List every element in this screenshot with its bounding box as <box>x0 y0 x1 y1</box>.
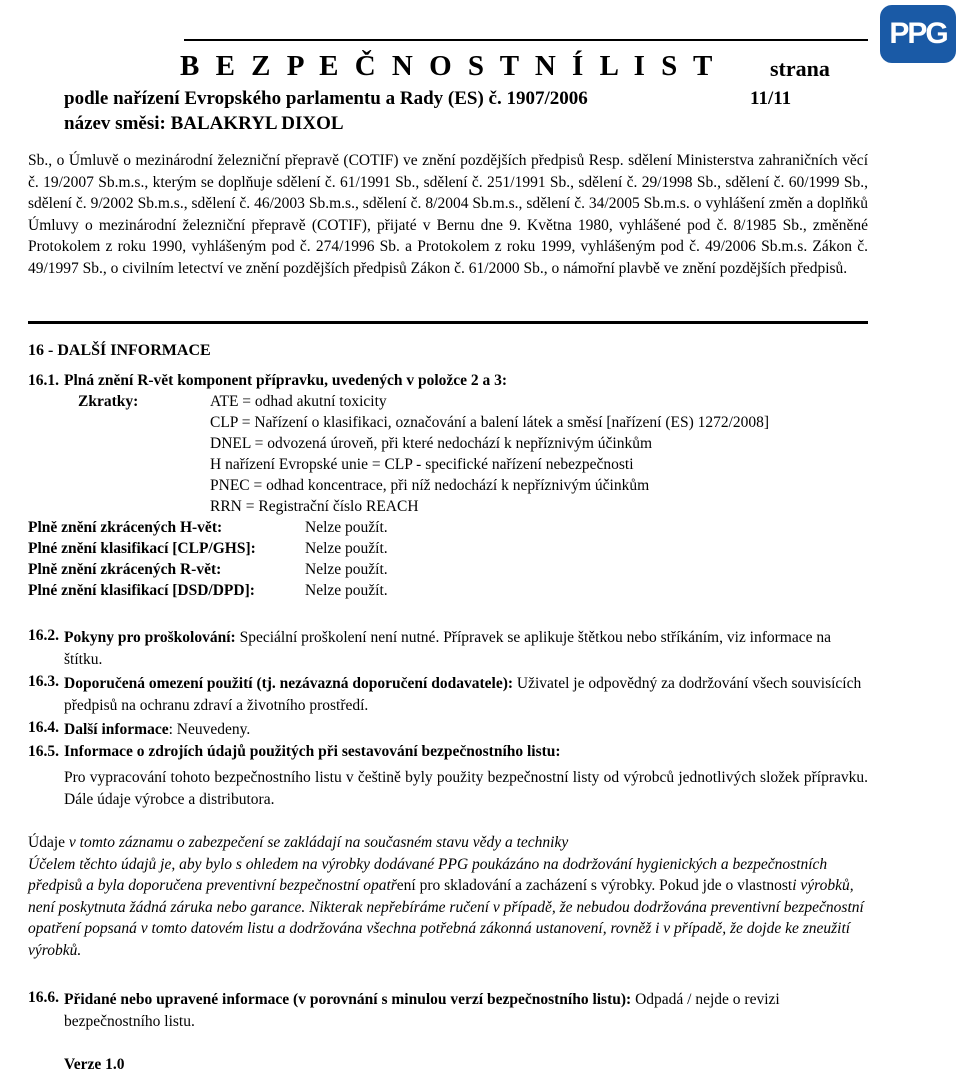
disclaimer <box>28 832 868 961</box>
disclaimer-part: ení pro skladování a zacházení s výrobky. Pokud jde o vlastnost <box>396 877 793 894</box>
section-16-1-number: 16.1. <box>28 372 59 389</box>
section-16-4-text <box>64 719 868 741</box>
section-16-1-heading: Plná znění R-vět komponent přípravku, uvedených v položce 2 a 3: <box>64 372 508 389</box>
full-text-value: Nelze použít. <box>305 561 388 578</box>
full-text-label: Plně znění zkrácených H-vět: <box>28 519 223 536</box>
page-label: strana <box>770 56 830 81</box>
section-16-5-body: Pro vypracování tohoto bezpečnostního listu v češtině byly použity bezpečnostní listy od výrobců jednotlivých složek přípravku. Dále údaje výrobce a distributora. <box>64 769 868 808</box>
disclaimer-part: Účelem těchto údajů je, aby bylo s ohledem na výrobky dodávané PPG poukázáno na dodržování hygienických a bezpečnostních předpisů a byla doporučena preventivní bezpečnostní opatř <box>28 855 828 894</box>
full-text-value: Nelze použít. <box>305 582 388 599</box>
section-16-title: 16 - DALŠÍ INFORMACE <box>28 342 211 359</box>
header-rule <box>184 39 868 41</box>
version-label: Verze 1.0 <box>64 1056 125 1073</box>
full-text-value: Nelze použít. <box>305 519 388 536</box>
section-16-4-body: : Neuvedeny. <box>168 721 251 738</box>
page-number: 11/11 <box>750 88 792 109</box>
section-16-2-number: 16.2. <box>28 627 59 644</box>
ppg-logo <box>880 5 956 63</box>
section-16-3-label: Doporučená omezení použití (tj. nezávazná doporučení dodavatele): <box>64 675 514 692</box>
section-16-6-number: 16.6. <box>28 989 59 1006</box>
section-16-6-label: Přidané nebo upravené informace (v porovnání s minulou verzí bezpečnostního listu): <box>64 991 632 1008</box>
section-16-3-number: 16.3. <box>28 673 59 690</box>
section-16-6-body: Odpadá / nejde o revizi bezpečnostního listu. <box>64 991 780 1030</box>
abbreviation-item: CLP = Nařízení o klasifikaci, označování a balení látek a směsí [nařízení (ES) 1272/2008] <box>210 414 770 431</box>
full-text-label: Plné znění klasifikací [CLP/GHS]: <box>28 540 256 557</box>
section-16-2-label: Pokyny pro proškolování: <box>64 629 236 646</box>
section-16-3-text <box>64 673 868 716</box>
section-16-5-number: 16.5. <box>28 743 59 760</box>
section-16-4-label: Další informace <box>64 721 169 738</box>
disclaimer-part: v tomto záznamu o zabezpečení se zakládají na současném stavu vědy a techniky <box>65 834 569 851</box>
full-text-label: Plně znění zkrácených R-vět: <box>28 561 222 578</box>
section-16-6-text <box>64 989 868 1032</box>
disclaimer-part: i výrobků, není poskytnuta žádná záruka nebo garance. Nikterak nepřebíráme ručení v případě, že nebudou dodržována preventivní bezpečnostní opatření popsaná v tomto datovém listu a dodržována všechna potřebná zákonná ustanovení, rovněž i v případě, že dojde ke zneužití výrobků. <box>28 877 864 959</box>
abbreviation-item: DNEL = odvozená úroveň, při které nedochází k nepříznivým účinkům <box>210 435 653 452</box>
regulation-line: podle nařízení Evropského parlamentu a Rady (ES) č. 1907/2006 <box>64 88 588 109</box>
disclaimer-part: Údaje <box>28 834 66 851</box>
abbreviation-item: RRN = Registrační číslo REACH <box>210 498 419 515</box>
abbreviation-item: ATE = odhad akutní toxicity <box>210 393 387 410</box>
document-title: B E Z P E Č N O S T N Í L I S T <box>180 50 717 82</box>
section-16-4-number: 16.4. <box>28 719 59 736</box>
section-rule <box>28 321 868 324</box>
full-text-label: Plné znění klasifikací [DSD/DPD]: <box>28 582 255 599</box>
ppg-logo-text: PPG <box>889 17 947 50</box>
legal-references: Sb., o Úmluvě o mezinárodní železniční přepravě (COTIF) ve znění pozdějších předpisů Resp. sdělení Ministerstva zahraničních věcí č. 19/2007 Sb.m.s., kterým se doplňuje sdělení č. 61/1991 Sb., sdělení č. 251/1991 Sb., sdělení č. 29/1998 Sb., sdělení č. 60/1999 Sb., sdělení č. 9/2002 Sb.m.s., sdělení č. 46/2003 Sb.m.s., sdělení č. 8/2004 Sb.m.s., sdělení č. 34/2005 Sb.m.s. o vyhlášení změn a doplňků Úmluvy o mezinárodní železniční přepravě (COTIF), přijaté v Bernu dne 9. Května 1980, vyhlášené pod č. 8/1985 Sb., změněné Protokolem z roku 1990, vyhlášeným pod č. 274/1996 Sb. a Protokolem z roku 1999, vyhlášeným pod č. 49/2006 Sb.m.s. Zákon č. 49/1997 Sb., o civilním letectví ve znění pozdějších předpisů Zákon č. 61/2000 Sb., o námořní plavbě ve znění pozdějších předpisů. <box>28 152 868 277</box>
full-text-value: Nelze použít. <box>305 540 388 557</box>
section-16-5-label: Informace o zdrojích údajů použitých při sestavování bezpečnostního listu: <box>64 743 561 760</box>
abbreviation-item: PNEC = odhad koncentrace, při níž nedochází k nepříznivým účinkům <box>210 477 650 494</box>
mixture-name: název směsi: BALAKRYL DIXOL <box>64 113 344 134</box>
section-16-2-body: Speciální proškolení není nutné. Přípravek se aplikuje štětkou nebo stříkáním, viz informace na štítku. <box>64 629 832 668</box>
abbreviations-label: Zkratky: <box>78 393 139 410</box>
abbreviation-item: H nařízení Evropské unie = CLP - specifické nařízení nebezpečnosti <box>210 456 634 473</box>
section-16-2-text <box>64 627 868 670</box>
section-16-3-body: Uživatel je odpovědný za dodržování všech souvisících předpisů na ochranu zdraví a životního prostředí. <box>64 675 862 714</box>
